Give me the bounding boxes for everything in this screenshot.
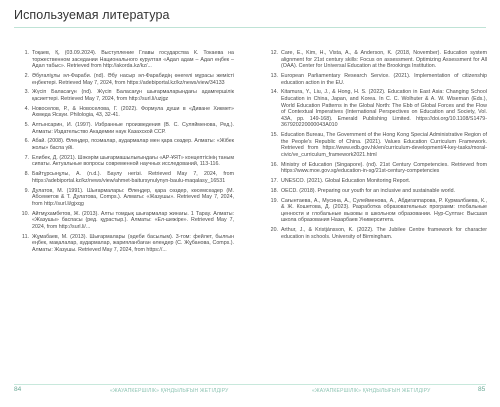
reference-item	[14, 89, 234, 102]
reference-item	[263, 50, 487, 70]
reference-number: 20.	[270, 227, 278, 234]
reference-text: Жұмабаев, М. (2013). Шығармалары (әдеби басылым). 3-том: фейлет, былғын еңбек, мақалалар, аудармалар, жарияланбаған өлеңдер (С. Жұбанова, Comps.). Алматы: Жазушы. Retrieved May 7, 2024, from https://...	[32, 233, 234, 253]
reference-number: 4.	[24, 105, 29, 112]
page-number-left: 84	[14, 386, 22, 393]
reference-item	[14, 138, 234, 151]
reference-number: 10.	[21, 210, 29, 217]
page-title: Используемая литература	[14, 8, 170, 22]
reference-number: 8.	[24, 171, 29, 178]
reference-text: Байтұрсынұлы, А. (n.d.). Баулу негізі. Retrieved May 7, 2024, from https://adebiportal.kz/kz/news/view/ahmet-baitursynulynyn-baulu-maqalasy_16531	[32, 171, 234, 184]
reference-item	[14, 106, 234, 119]
references-column-right	[263, 50, 487, 244]
reference-number: 14.	[270, 89, 278, 96]
footer-caption-left: «ЖАУАПКЕРШІЛІК» ҚҰНДЫЛЫҒЫН ЖЕТІЛДІРУ	[110, 388, 229, 394]
reference-text: Care, E., Kim, H., Vista, A., & Anderson, K. (2018, November). Education system alignment for 21st century skills: Focus on assessment. Optimizing Assessment for All (OAA). Center for Universal Education at the Brookings Institution.	[281, 50, 487, 70]
reference-item	[14, 211, 234, 231]
reference-text: Жүсіп Баласағұн (nd). Жүсіп Баласағұн шығармаларындағы адамгершілік қасиеттері. Retrieved May 7, 2024, from http://surl.li/uzjgz	[32, 89, 234, 102]
reference-number: 3.	[24, 89, 29, 96]
reference-number: 7.	[24, 154, 29, 161]
reference-number: 1.	[24, 50, 29, 56]
references-column-left	[14, 50, 234, 257]
reference-number: 5.	[24, 122, 29, 129]
footer-divider	[14, 384, 486, 385]
footer-caption-right: «ЖАУАПКЕРШІЛІК» ҚҰНДЫЛЫҒЫН ЖЕТІЛДІРУ	[312, 388, 431, 394]
reference-item	[14, 188, 234, 208]
reference-text: Тоқаев, Қ. (03.09.2024). Выступление Главы государства К. Токаева на торжественном заседании Национального курултая «Адал адам – Адал еңбек – Адал табыс». Retrieved from http://akorda.kz/kz/...	[32, 50, 234, 70]
reference-number: 12.	[270, 50, 278, 56]
reference-item	[263, 73, 487, 86]
reference-item	[263, 89, 487, 129]
reference-number: 13.	[270, 72, 278, 79]
reference-number: 9.	[24, 187, 29, 194]
reference-number: 11.	[22, 233, 29, 240]
reference-text: Сағынтаева, А., Мусина, А., Сулейменова, А., Абдигаппарова, Р. Курмалбаева, К., & Ж. Кошетова, Д. (2023). Разработка образовательных программ: глобальные ценности и глобальные вызовы в школьном образовании. Нур-Султан: Высшая школа образования Назарбаев Университета.	[281, 197, 487, 224]
reference-item	[263, 227, 487, 240]
reference-number: 18.	[270, 187, 278, 194]
reference-item	[14, 50, 234, 70]
reference-item	[263, 198, 487, 224]
reference-item	[14, 122, 234, 135]
reference-text: Айтмұхамбетов, Ж. (2013). Алты томдық шығармалар жинағы. 1 Тарау. Алматы: «Жазушы» баспасы (ред. құрастыр.). Алматы: «Ел-шежіре». Retrieved May 7, 2024, from http://surl.li/...	[32, 210, 234, 230]
reference-item	[263, 178, 487, 185]
reference-number: 6.	[24, 138, 29, 145]
reference-text: Абай. (2008). Өлеңдер, поэмалар, аудармалар мен қара сөздер. Алматы: «Жібек жолы» баспа үйі.	[32, 138, 234, 152]
reference-item	[14, 73, 234, 86]
reference-item	[14, 171, 234, 184]
reference-item	[263, 162, 487, 175]
reference-text: UNESCO. (2021). Global Education Monitoring Report.	[281, 178, 411, 185]
reference-item	[263, 132, 487, 158]
reference-text: Ministry of Education (Singapore). (nd). 21st Century Competencies. Retrieved from https://www.moe.gov.sg/education-in-sg/21st-century-competencies	[281, 161, 487, 175]
reference-text: Новоселов, Р., & Новоселова, Г. (2022). Формула души в «Диване Хикмет» Ахмеда Ясауи. Philologia, 43, 32-41.	[32, 105, 234, 119]
reference-text: Әбуғаліұлы әл-Фараби. (nd). Әбу насыр әл-Фарабидің өнегелі мұрасы жемісті еңбектері. Retrieved May 7, 2024, from https://adebiportal.kz/kz/news/view/34133	[32, 72, 234, 86]
reference-text: Kitamura, Y., Liu, J., & Hong, H. S. (2022). Education in East Asia: Changing School Education in China, Japan, and Korea. In C. C. Wolhuter & A. W. Wiseman (Eds.), World Education Patterns in the Global North: The Ebb of Global Forces and the Flow of Contextual Imperatives (International Perspectives on Education and Society, Vol. 43A, pp. 149-168). Emerald Publishing Limited. https://doi.org/10.1108/S1479-367920220000043A010	[281, 89, 487, 129]
reference-number: 2.	[24, 72, 29, 79]
reference-text: Arthur, J., & Kristjánsson, K. (2022). The Jubilee Centre framework for character education in schools. University of Birmingham.	[281, 227, 487, 240]
reference-list-left	[14, 50, 234, 253]
reference-item	[14, 155, 234, 168]
reference-item	[14, 234, 234, 254]
reference-number: 15.	[270, 132, 278, 139]
reference-list-right	[263, 50, 487, 240]
reference-text: Алтынсарин, И. (1997). Избранные произведения (В. С. Суляйменова, Ред.). Алматы: Издательство Академии наук Казахской ССР.	[32, 122, 234, 135]
reference-text: Елибек, Д. (2021). Шәкәрім шығармашылығындағы «АР-ҰЯТ» концептісінің таным сипаты. Актуальные вопросы современной научных исследований, 113-116.	[32, 154, 234, 168]
reference-number: 17.	[270, 178, 278, 185]
reference-text: OECD. (2018). Preparing our youth for an inclusive and sustainable world.	[281, 187, 456, 194]
reference-text: European Parliamentary Research Service. (2021). Implementation of citizenship education action in the EU.	[281, 72, 487, 86]
reference-number: 19.	[270, 197, 278, 204]
reference-text: Education Bureau, The Government of the Hong Kong Special Administrative Region of the People's Republic of China. (2021). Values Education Curriculum Framework. Retrieved from https://www.edb.gov.hk/en/curriculum-development/4-key-tasks/moral-civic/ve_curriculum_framework2021.html	[281, 132, 487, 158]
reference-text: Дулатов, М. (1991). Шығармалары: Өлеңдер, қара сөздер, көсемсөздер (М. Абсеметов & Т. Дулатова, Comps.). Алматы: «Жазушы». Retrieved May 7, 2024, from http://surl.li/gjxqg	[32, 187, 234, 207]
reference-number: 16.	[270, 161, 278, 168]
reference-item	[263, 188, 487, 195]
title-divider	[14, 27, 486, 28]
page-number-right: 85	[478, 386, 486, 393]
